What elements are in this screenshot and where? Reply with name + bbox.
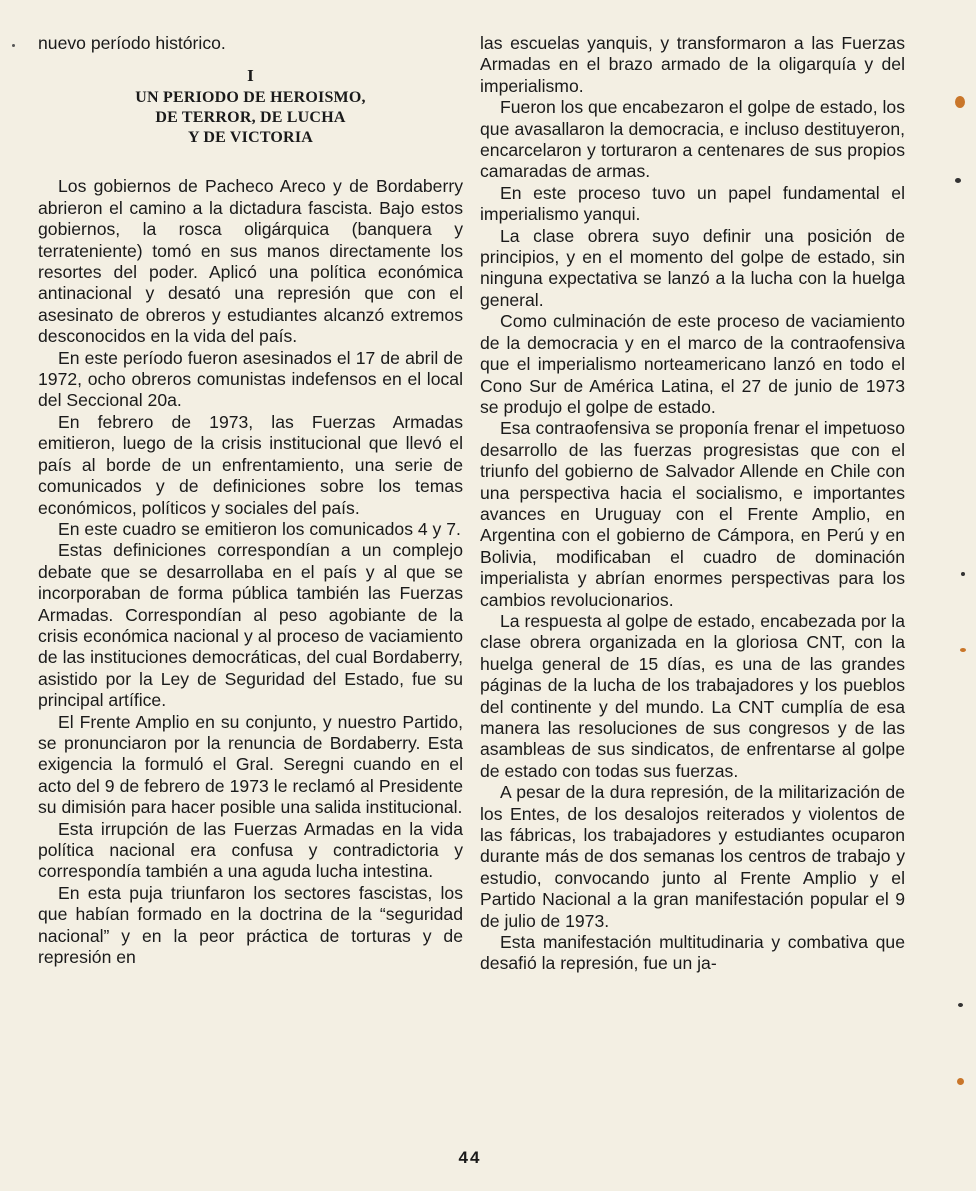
paragraph: Esa contraofensiva se proponía frenar el impetuoso desarrollo de las fuerzas progresistas que con el triunfo del gobierno de Salvador Allende en Chile con una perspectiva hacia el socialismo, e importantes avances en Uruguay con el Frente Amplio, en Argentina con el gobierno de Cámpora, en Perú y en Bolivia, modificaban el cuadro de dominación imperialista y abrían enormes perspectivas para los cambios revolucionarios. <box>480 418 905 610</box>
paragraph: A pesar de la dura represión, de la militarización de los Entes, de los desalojos reiterados y violentos de las fábricas, los trabajadores y estudiantes ocuparon durante más de dos semanas los centros de trabajo y estudio, convocando junto al Frente Amplio y el Partido Nacional a la gran manifestación popular el 9 de julio de 1973. <box>480 782 905 931</box>
ink-speck <box>961 572 965 576</box>
heading-line: Y DE VICTORIA <box>188 129 313 147</box>
paragraph: La respuesta al golpe de estado, encabezada por la clase obrera organizada en la gloriosa CNT, con la huelga general de 15 días, es una de las grandes páginas de la lucha de los trabajadores y los pueblos del continente y del mundo. La CNT cumplía de esa manera las resoluciones de sus congresos y de las asambleas de sus sindicatos, de enfrentarse al golpe de estado con todas sus fuerzas. <box>480 610 905 781</box>
paragraph: Los gobiernos de Pacheco Areco y de Bordaberry abrieron el camino a la dictadura fascista. Bajo estos gobiernos, la rosca oligárquica (banquera y terrateniente) tomó en sus manos directamente los resortes del poder. Aplicó una política económica antinacional y desató una represión que con el asesinato de obreros y estudiantes alcanzó extremos desconocidos en la vida del país. <box>38 176 463 347</box>
paragraph: nuevo período histórico. <box>38 33 226 53</box>
paragraph: La clase obrera suyo definir una posición de principios, y en el momento del golpe de estado, sin ninguna expectativa se lanzó a la lucha con la huelga general. <box>480 225 905 310</box>
paragraph: En este período fueron asesinados el 17 de abril de 1972, ocho obreros comunistas indefensos en el local del Seccional 20a. <box>38 347 463 411</box>
paragraph: En este cuadro se emitieron los comunicados 4 y 7. <box>58 518 461 539</box>
right-column <box>480 33 905 975</box>
paragraph: En febrero de 1973, las Fuerzas Armadas emitieron, luego de la crisis institucional que llevó el país al borde de un enfrentamiento, una serie de comunicados y de definiciones sobre los temas económicos, políticos y sociales del país. <box>38 411 463 518</box>
heading-line: DE TERROR, DE LUCHA <box>155 109 346 127</box>
paragraph: En este proceso tuvo un papel fundamental el imperialismo yanqui. <box>480 182 905 225</box>
ink-speck <box>957 1078 964 1085</box>
ink-speck <box>955 178 961 183</box>
section-numeral: I <box>247 66 254 86</box>
ink-speck <box>12 44 15 47</box>
paragraph: En esta puja triunfaron los sectores fascistas, los que habían formado en la doctrina de la “seguridad nacional” y en la peor práctica de torturas y de represión en <box>38 882 463 968</box>
paragraph: El Frente Amplio en su conjunto, y nuestro Partido, se pronunciaron por la renuncia de Bordaberry. Esta exigencia la formuló el Gral. Seregni cuando en el acto del 9 de febrero de 1973 le reclamó al Presidente su dimisión para hacer posible una salida institucional. <box>38 711 463 818</box>
ink-speck <box>960 648 966 652</box>
ink-speck <box>955 96 965 108</box>
paragraph: Esta irrupción de las Fuerzas Armadas en la vida política nacional era confusa y contradictoria y correspondía también a una aguda lucha intestina. <box>38 818 463 882</box>
page-number: 44 <box>458 1148 482 1167</box>
section-heading <box>38 66 463 148</box>
paragraph: Estas definiciones correspondían a un complejo debate que se desarrollaba en el país y al que se incorporaban de forma pública también las Fuerzas Armadas. Correspondían al peso agobiante de la crisis económica nacional y al proceso de vaciamiento de las instituciones democráticas, del cual Bordaberry, asistido por la Ley de Seguridad del Estado, fue su principal artífice. <box>38 540 463 711</box>
paragraph: Como culminación de este proceso de vaciamiento de la democracia y en el marco de la contraofensiva que el imperialismo norteamericano lanzó en todo el Cono Sur de América Latina, el 27 de junio de 1973 se produjo el golpe de estado. <box>480 311 905 417</box>
paragraph: Esta manifestación multitudinaria y combativa que desafió la represión, fue un ja- <box>480 932 905 974</box>
ink-speck <box>958 1003 963 1007</box>
paragraph: Fueron los que encabezaron el golpe de estado, los que avasallaron la democracia, e incluso destituyeron, encarcelaron y torturaron a centenares de sus propios camaradas de armas. <box>480 97 905 182</box>
heading-line: UN PERIODO DE HEROISMO, <box>135 89 366 107</box>
paragraph: las escuelas yanquis, y transformaron a las Fuerzas Armadas en el brazo armado de la oligarquía y del imperialismo. <box>480 33 905 96</box>
left-column <box>38 33 463 968</box>
